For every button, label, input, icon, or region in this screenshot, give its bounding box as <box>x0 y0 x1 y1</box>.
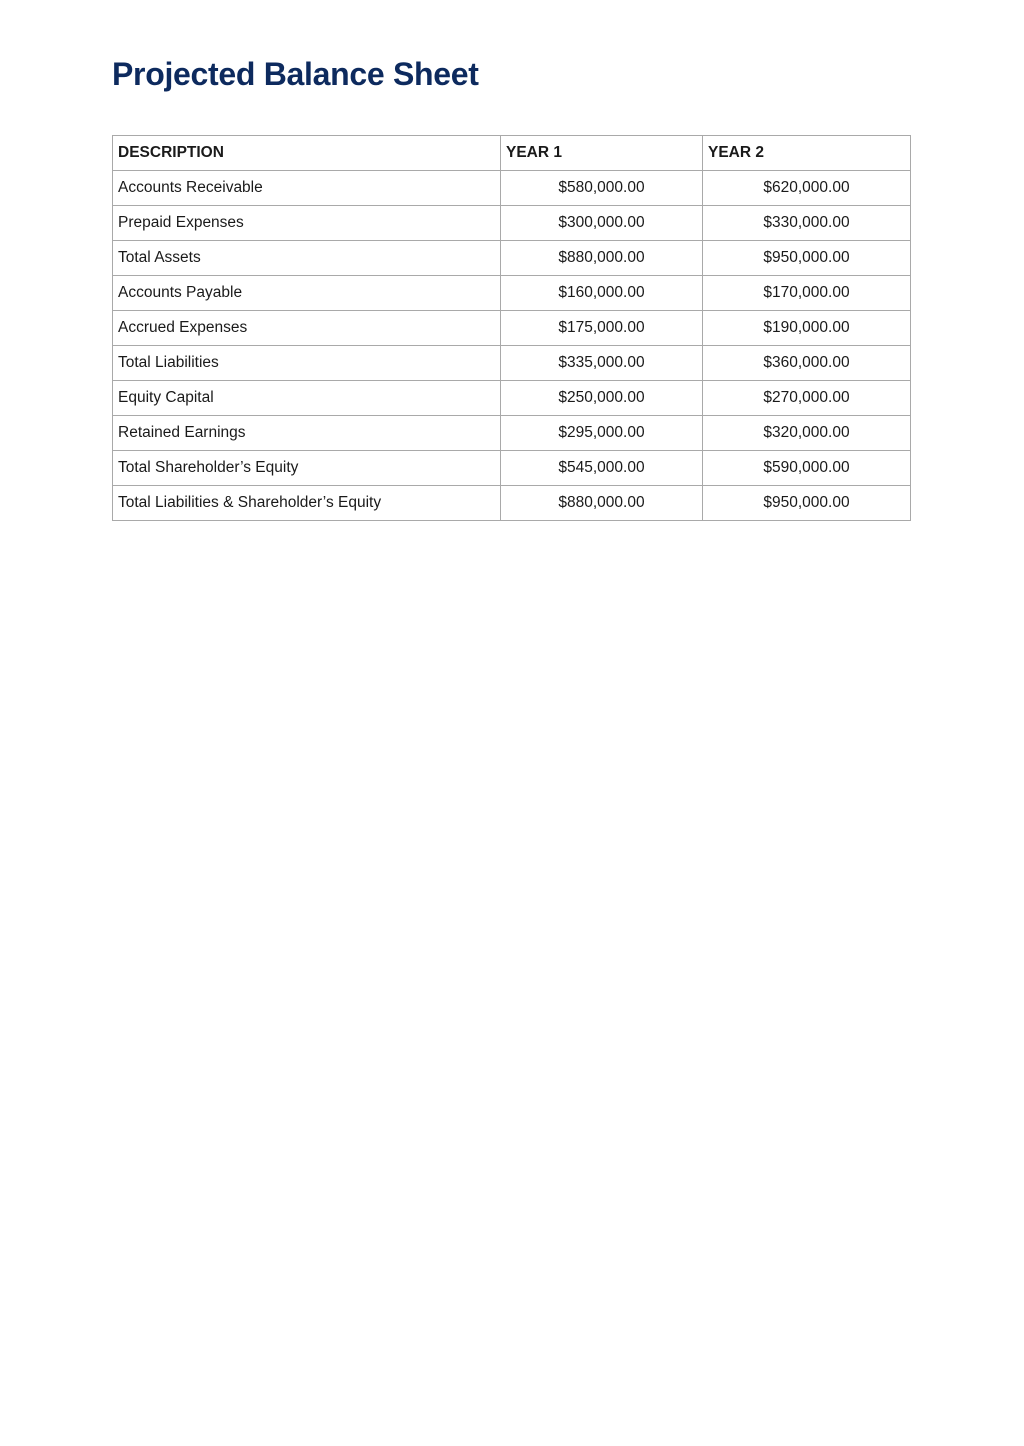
table-row <box>113 276 911 311</box>
row-year-1-value: $880,000.00 <box>501 241 703 276</box>
table-row <box>113 171 911 206</box>
row-year-2-value: $190,000.00 <box>703 311 911 346</box>
row-year-2-value: $620,000.00 <box>703 171 911 206</box>
row-year-1-value: $880,000.00 <box>501 486 703 521</box>
row-year-2-value: $170,000.00 <box>703 276 911 311</box>
row-description: Equity Capital <box>113 381 501 416</box>
row-year-1-value: $335,000.00 <box>501 346 703 381</box>
row-year-2-value: $950,000.00 <box>703 486 911 521</box>
row-description: Total Liabilities <box>113 346 501 381</box>
row-year-2-value: $360,000.00 <box>703 346 911 381</box>
header-year-1: YEAR 1 <box>501 136 703 171</box>
row-description: Total Shareholder’s Equity <box>113 451 501 486</box>
table-row <box>113 486 911 521</box>
table-row <box>113 451 911 486</box>
row-description: Prepaid Expenses <box>113 206 501 241</box>
row-year-1-value: $250,000.00 <box>501 381 703 416</box>
row-year-1-value: $160,000.00 <box>501 276 703 311</box>
row-description: Retained Earnings <box>113 416 501 451</box>
row-description: Accounts Payable <box>113 276 501 311</box>
row-year-2-value: $950,000.00 <box>703 241 911 276</box>
header-year-2: YEAR 2 <box>703 136 911 171</box>
row-description: Accrued Expenses <box>113 311 501 346</box>
row-year-1-value: $175,000.00 <box>501 311 703 346</box>
table-row <box>113 206 911 241</box>
row-description: Total Liabilities & Shareholder’s Equity <box>113 486 501 521</box>
row-year-2-value: $590,000.00 <box>703 451 911 486</box>
row-description: Total Assets <box>113 241 501 276</box>
row-description: Accounts Receivable <box>113 171 501 206</box>
row-year-1-value: $300,000.00 <box>501 206 703 241</box>
header-row <box>113 136 911 171</box>
balance-sheet-table <box>112 135 911 521</box>
row-year-2-value: $270,000.00 <box>703 381 911 416</box>
table-row <box>113 241 911 276</box>
table-row <box>113 416 911 451</box>
row-year-2-value: $330,000.00 <box>703 206 911 241</box>
row-year-2-value: $320,000.00 <box>703 416 911 451</box>
table-row <box>113 381 911 416</box>
header-description: DESCRIPTION <box>113 136 501 171</box>
table-header <box>113 136 911 171</box>
table-row <box>113 311 911 346</box>
page-title: Projected Balance Sheet <box>112 56 479 92</box>
row-year-1-value: $295,000.00 <box>501 416 703 451</box>
row-year-1-value: $545,000.00 <box>501 451 703 486</box>
table-row <box>113 346 911 381</box>
table-body <box>113 171 911 521</box>
row-year-1-value: $580,000.00 <box>501 171 703 206</box>
